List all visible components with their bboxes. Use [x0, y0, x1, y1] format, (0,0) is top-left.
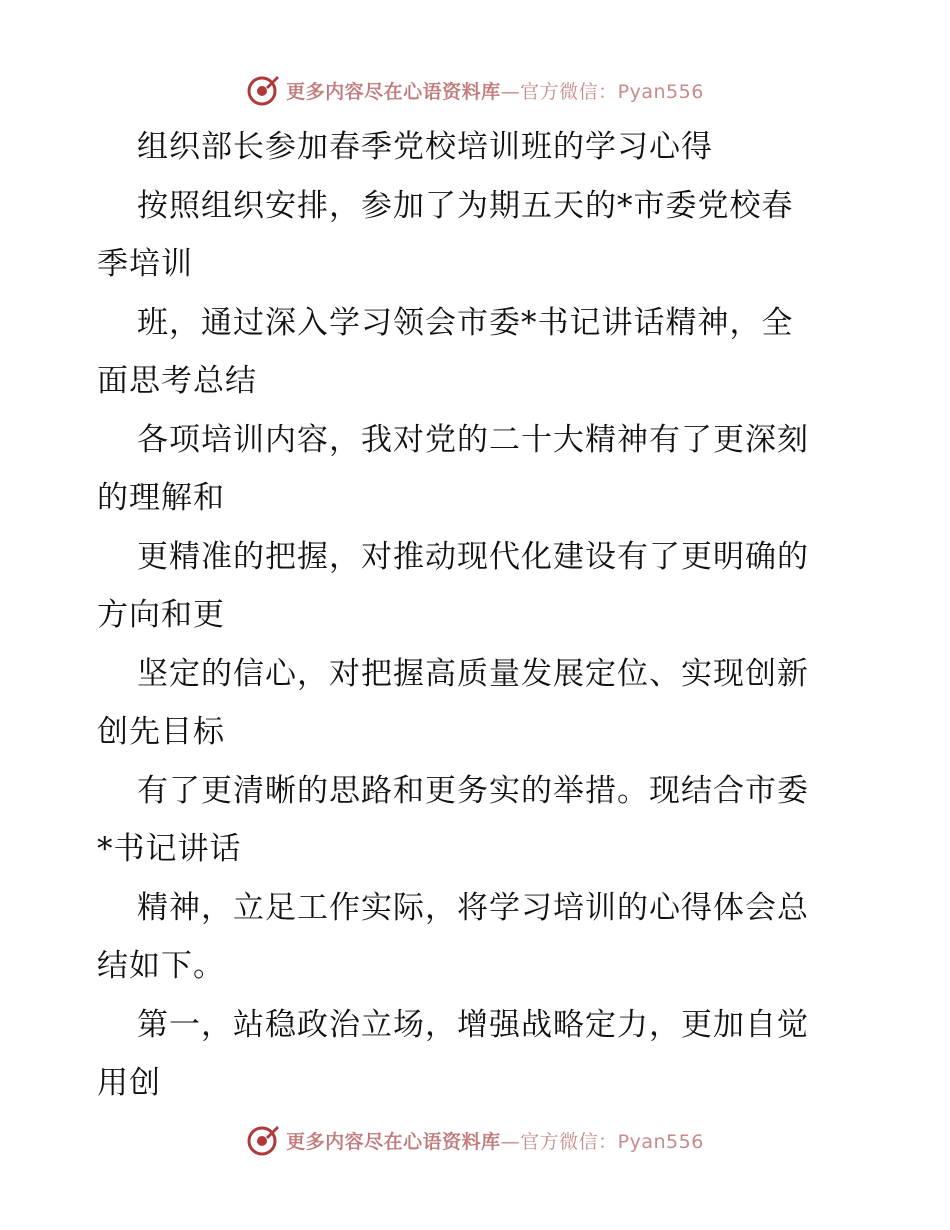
document-line: 方向和更 [97, 597, 225, 633]
document-line: 的理解和 [97, 480, 225, 516]
document-line: 面思考总结 [97, 363, 257, 399]
document-line: 有了更清晰的思路和更务实的举措。现结合市委 [137, 772, 809, 809]
footer-banner [0, 1120, 950, 1160]
document-line: *书记讲话 [97, 831, 242, 867]
header-banner [0, 70, 950, 110]
document-line: 用创 [97, 1065, 161, 1101]
document-line: 结如下。 [97, 948, 225, 984]
pen-logo-icon [246, 1123, 280, 1157]
document-line: 季培训 [97, 246, 193, 282]
header-banner-tail: —官方微信：Pyan556 [500, 80, 704, 103]
header-banner-main: 更多内容尽在心语资料库 [286, 80, 501, 103]
document-line: 各项培训内容，我对党的二十大精神有了更深刻 [137, 421, 809, 458]
header-banner-text [286, 77, 704, 104]
document-line: 班，通过深入学习领会市委*书记讲话精神，全 [137, 304, 794, 341]
footer-banner-text [286, 1127, 704, 1154]
document-body [97, 118, 857, 1113]
footer-banner-main: 更多内容尽在心语资料库 [286, 1130, 501, 1153]
document-line: 第一，站稳政治立场，增强战略定力，更加自觉 [137, 1006, 809, 1043]
footer-banner-tail: —官方微信：Pyan556 [500, 1130, 704, 1153]
pen-logo-icon [246, 73, 280, 107]
document-line: 按照组织安排，参加了为期五天的*市委党校春 [137, 187, 794, 224]
document-line: 更精准的把握，对推动现代化建设有了更明确的 [137, 538, 809, 575]
document-line: 创先目标 [97, 714, 225, 750]
document-line: 坚定的信心，对把握高质量发展定位、实现创新 [137, 655, 809, 692]
document-title: 组织部长参加春季党校培训班的学习心得 [137, 129, 713, 165]
document-line: 精神，立足工作实际，将学习培训的心得体会总 [137, 889, 809, 926]
